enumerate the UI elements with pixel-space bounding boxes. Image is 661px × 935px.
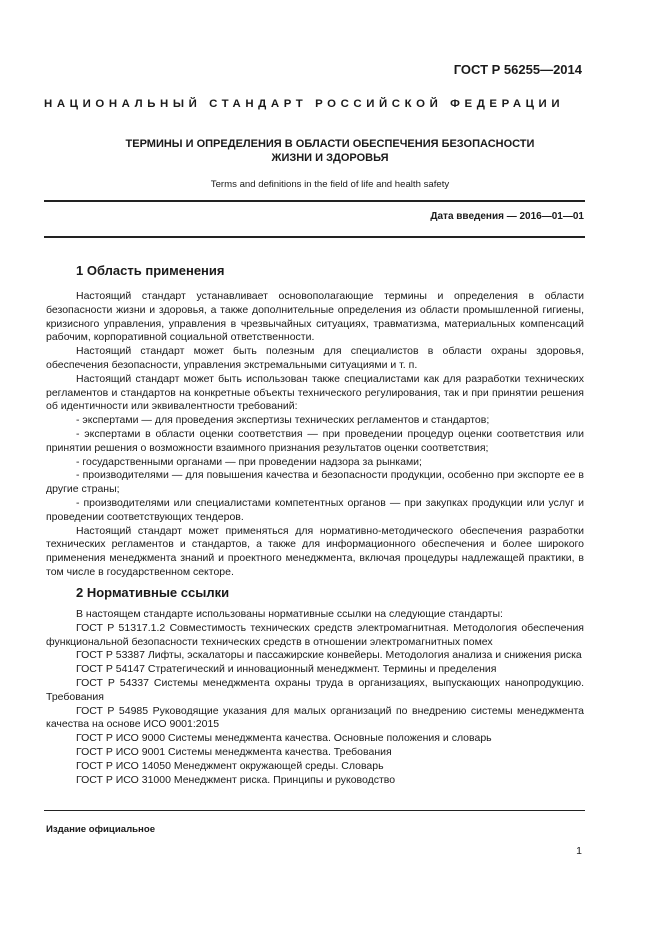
official-edition-label: Издание официальное — [46, 824, 156, 835]
divider-footer — [44, 810, 585, 811]
paragraph: Настоящий стандарт может быть использован также специалистами как для разработки технических регламентов и стандартов на конкретные объекты технического регулирования, так и при принятии решения об идентичности или эквивалентности требований: — [46, 372, 584, 413]
national-standard-banner: НАЦИОНАЛЬНЫЙ СТАНДАРТ РОССИЙСКОЙ ФЕДЕРАЦИИ — [44, 98, 565, 110]
reference-item: ГОСТ Р 54337 Системы менеджмента охраны труда в организациях, выпускающих нанопродукцию. Требования — [46, 676, 584, 703]
divider-under-date — [44, 236, 585, 238]
title-line-1: ТЕРМИНЫ И ОПРЕДЕЛЕНИЯ В ОБЛАСТИ ОБЕСПЕЧЕНИЯ БЕЗОПАСНОСТИ — [125, 138, 535, 150]
document-title — [60, 137, 600, 165]
paragraph: Настоящий стандарт может применяться для нормативно-методического обеспечения разработки технических регламентов и стандартов, а также для информационного обеспечения и более широкого применения менеджмента знаний и проектного менеджмента, включая процедуры надлежащей практики, в том числе в государственном секторе. — [46, 524, 584, 578]
reference-item: ГОСТ Р 53387 Лифты, эскалаторы и пассажирские конвейеры. Методология анализа и снижения риска — [76, 649, 582, 662]
reference-item: ГОСТ Р ИСО 9001 Системы менеджмента качества. Требования — [76, 745, 392, 758]
divider-top — [44, 200, 585, 202]
list-item: - государственными органами — при проведении надзора за рынками; — [76, 455, 422, 468]
reference-item: ГОСТ Р 51317.1.2 Совместимость технических средств электромагнитная. Методология обеспечения функциональной безопасности технических средств в отношении электромагнитных помех — [46, 621, 584, 648]
document-number: ГОСТ Р 56255—2014 — [453, 62, 582, 77]
introduction-date: Дата введения — 2016—01—01 — [430, 211, 584, 222]
reference-item: ГОСТ Р ИСО 31000 Менеджмент риска. Принципы и руководство — [76, 773, 396, 786]
list-item: - производителями — для повышения качества и безопасности продукции, особенно при экспорте ее в другие страны; — [46, 469, 584, 496]
section-1-heading: 1 Область применения — [76, 263, 225, 278]
list-item: - производителями или специалистами компетентных органов — при закупках продукции или услуг и проведении соответствующих тендеров. — [46, 496, 584, 523]
reference-item: ГОСТ Р ИСО 14050 Менеджмент окружающей среды. Словарь — [76, 759, 384, 772]
section-2-heading: 2 Нормативные ссылки — [76, 585, 230, 600]
list-item: - экспертами в области оценки соответствия — при проведении процедур оценки соответствия или принятии решения о возможности взаимного признания результатов оценки соответствия; — [46, 427, 584, 454]
title-line-2: ЖИЗНИ И ЗДОРОВЬЯ — [271, 152, 389, 164]
reference-item: ГОСТ Р ИСО 9000 Системы менеджмента качества. Основные положения и словарь — [76, 732, 492, 745]
list-item: - экспертами — для проведения экспертизы технических регламентов и стандартов; — [76, 414, 490, 427]
section-2-body — [46, 608, 584, 787]
section-1-body — [46, 290, 584, 580]
paragraph: Настоящий стандарт может быть полезным для специалистов в области охраны здоровья, обеспечения безопасности, управления экстремальными ситуациями и т. п. — [46, 345, 584, 371]
paragraph: В настоящем стандарте использованы нормативные ссылки на следующие стандарты: — [76, 608, 503, 620]
reference-item: ГОСТ Р 54985 Руководящие указания для малых организаций по внедрению системы менеджмента качества на основе ИСО 9001:2015 — [46, 704, 584, 731]
paragraph: Настоящий стандарт устанавливает основополагающие термины и определения в области безопасности жизни и здоровья, а также дополнительные определения из области промышленной гигиены, кризисного управления, управления в чрезвычайных ситуациях, травматизма, материальных компенсаций рабочим, корпоративной социальной ответственности. — [46, 290, 584, 344]
english-title: Terms and definitions in the field of life and health safety — [210, 179, 450, 190]
page-number: 1 — [576, 845, 582, 857]
reference-item: ГОСТ Р 54147 Стратегический и инновационный менеджмент. Термины и пределения — [76, 663, 497, 676]
